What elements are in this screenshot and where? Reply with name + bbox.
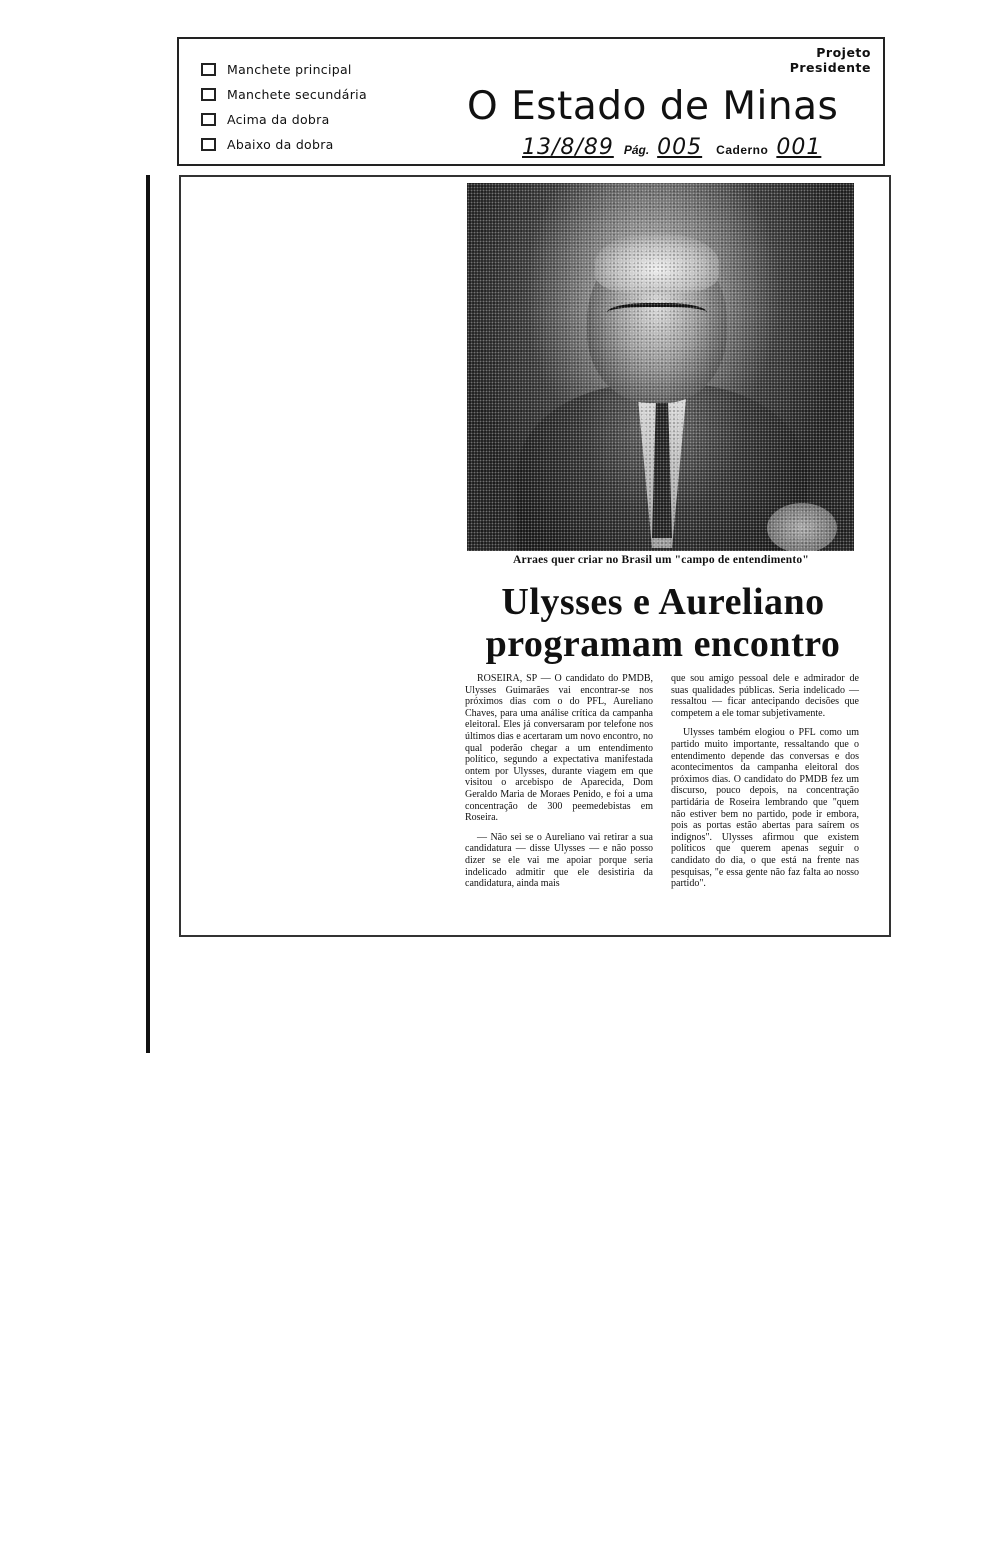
checkbox-label: Manchete secundária bbox=[227, 87, 367, 102]
article-column-2 bbox=[671, 673, 859, 898]
headline-line2: programam encontro bbox=[485, 623, 841, 665]
checkbox-manchete-principal bbox=[201, 63, 216, 76]
date-value: 13/8/89 bbox=[522, 135, 614, 160]
project-label-line1: Projeto bbox=[816, 45, 871, 60]
page-label: Pág. bbox=[623, 143, 650, 157]
caderno-value: 001 bbox=[776, 135, 822, 160]
article-paragraph: ROSEIRA, SP — O candidato do PMDB, Ulysses Guimarães vai encontrar-se nos próximos dias com o do PFL, Aureliano Chaves, para uma análise crítica da campanha eleitoral. Eles já conversaram por telefone nos últimos dias e acertaram um novo encontro, no qual poderão chegar a um entendimento político, segundo a expectativa manifestada ontem por Ulysses, durante viagem em que visitou o arcebispo de Aparecida, Dom Geraldo Maria de Moraes Penido, e foi a uma concentração de 300 peemedebistas em Roseira. bbox=[465, 673, 653, 824]
page-value: 005 bbox=[657, 135, 703, 160]
checklist-row bbox=[201, 132, 367, 157]
checklist-row bbox=[201, 107, 367, 132]
clipping-header-form bbox=[177, 37, 885, 166]
checkbox-acima-da-dobra bbox=[201, 113, 216, 126]
checkbox-abaixo-da-dobra bbox=[201, 138, 216, 151]
project-label bbox=[790, 45, 871, 75]
article-clipping bbox=[179, 175, 891, 937]
checkbox-label: Manchete principal bbox=[227, 62, 352, 77]
newspaper-name: O Estado de Minas bbox=[467, 84, 839, 129]
caderno-label: Caderno bbox=[716, 143, 769, 157]
checklist-row bbox=[201, 57, 367, 82]
article-paragraph: que sou amigo pessoal dele e admirador de suas qualidades públicas. Seria indelicado — ressaltou — ficar antecipando decisões que competem a ele tomar subjetivamente. bbox=[671, 673, 859, 719]
checkbox-manchete-secundaria bbox=[201, 88, 216, 101]
article-paragraph: Ulysses também elogiou o PFL como um partido muito importante, ressaltando que o entendimento depende das conversas e dos acontecimentos da campanha eleitoral dos próximos dias. O candidato do PMDB fez um discurso, pouco depois, na concentração partidária de Roseira lembrando que "quem não estiver bem no partido, pode ir embora, pois as portas estão abertas para saírem os indignos". Ulysses afirmou que existem políticos que querem apenas seguir o candidato do dia, o que está na frente nas pesquisas, "e essa gente não faz falta ao nosso partido". bbox=[671, 727, 859, 890]
article-headline bbox=[463, 581, 863, 665]
clipping-meta bbox=[522, 135, 821, 160]
article-column-1 bbox=[465, 673, 653, 898]
placement-checklist bbox=[201, 57, 367, 157]
checkbox-label: Abaixo da dobra bbox=[227, 137, 334, 152]
checklist-row bbox=[201, 82, 367, 107]
project-label-line2: Presidente bbox=[789, 60, 871, 75]
left-margin-rule bbox=[146, 175, 150, 1053]
photo-caption: Arraes quer criar no Brasil um "campo de entendimento" bbox=[513, 554, 809, 566]
checkbox-label: Acima da dobra bbox=[227, 112, 330, 127]
headline-line1: Ulysses e Aureliano bbox=[501, 581, 825, 623]
article-paragraph: — Não sei se o Aureliano vai retirar a sua candidatura — disse Ulysses — e não posso dizer se ele vai me apoiar porque seria indelicado admitir que ele desistiria da candidatura, ainda mais bbox=[465, 831, 653, 890]
article-photo bbox=[467, 183, 854, 551]
